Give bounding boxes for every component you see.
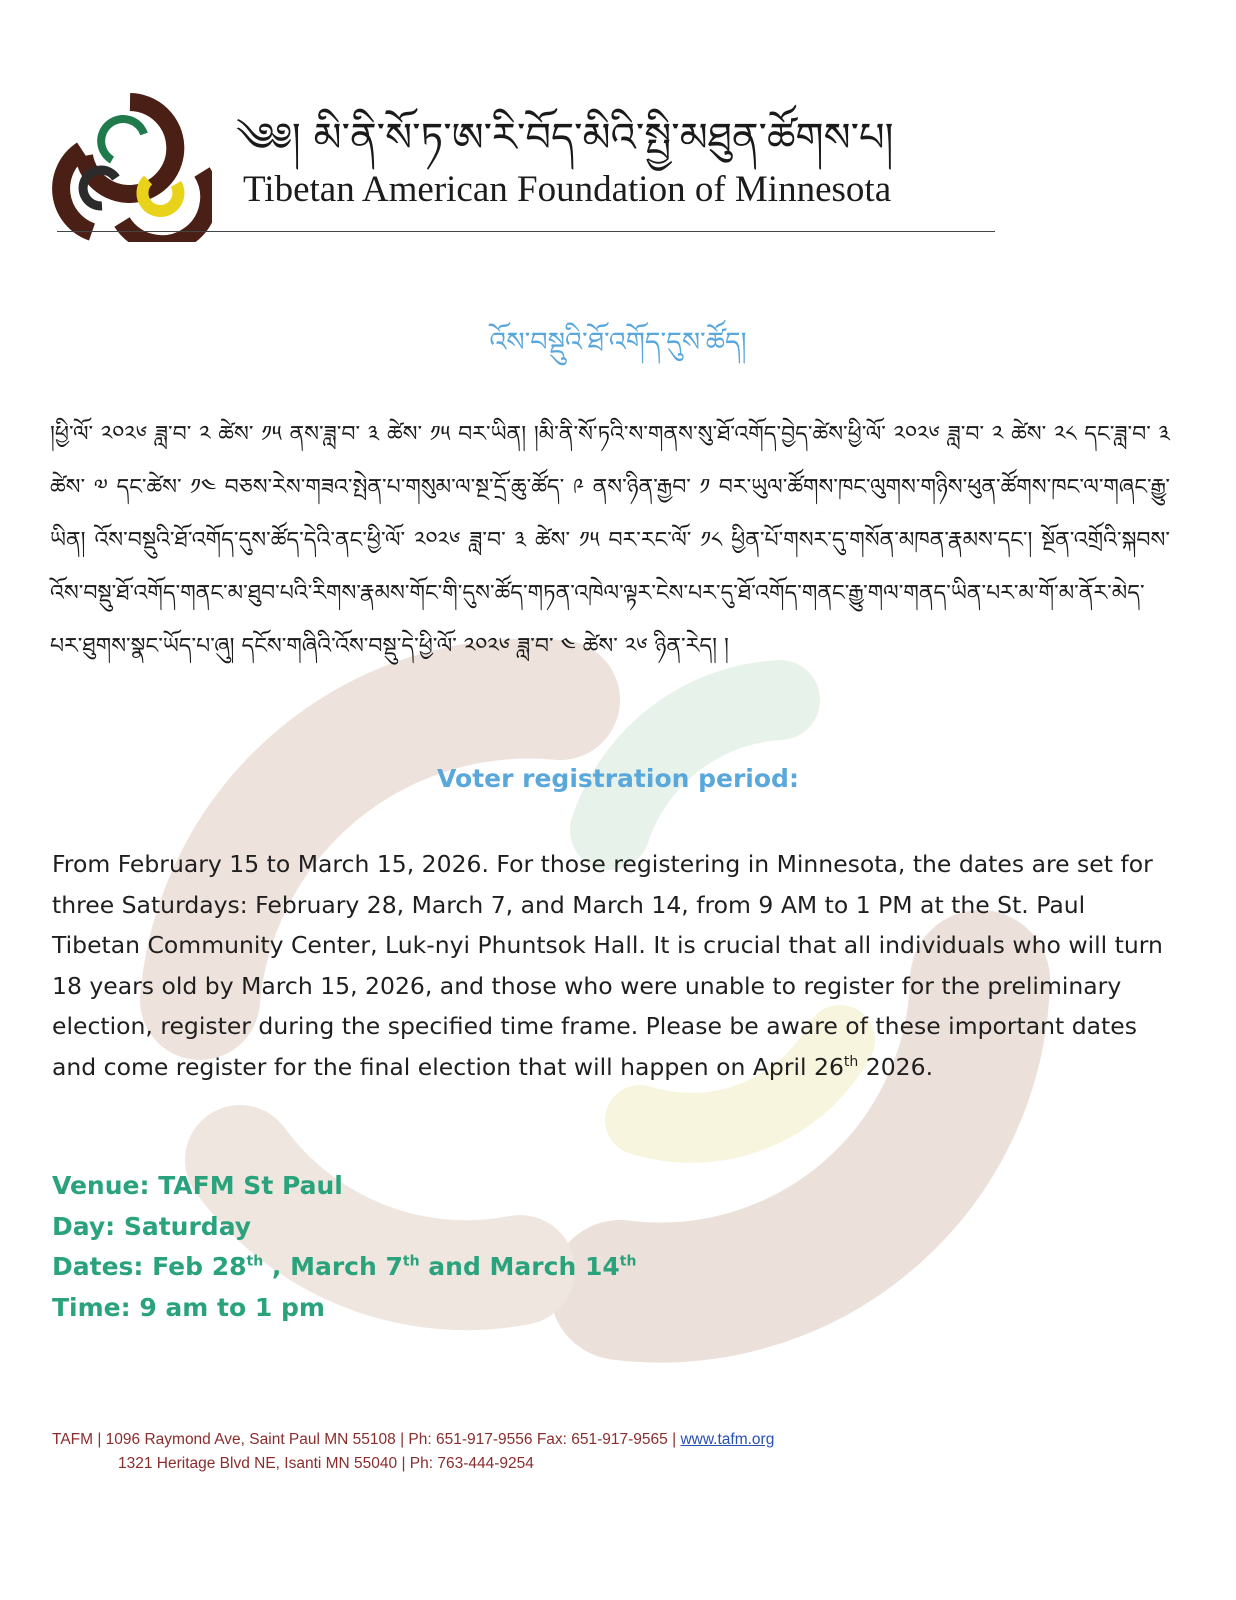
- event-details: [52, 1166, 636, 1328]
- dates-mid: and March 14: [419, 1252, 620, 1281]
- date-ordinal: th: [619, 1253, 637, 1270]
- voter-registration-heading: Voter registration period:: [437, 764, 799, 793]
- footer-address-1: TAFM | 1096 Raymond Ave, Saint Paul MN 55108 | Ph: 651-917-9556 Fax: 651-917-9565 |: [52, 1431, 681, 1448]
- date-ordinal: th: [246, 1253, 264, 1270]
- tibetan-heading: འོས་བསྡུའི་ཐོ་འགོད་དུས་ཚོད།: [489, 327, 747, 358]
- dates-prefix: Dates: Feb 28: [52, 1252, 247, 1281]
- english-paragraph-main: From February 15 to March 15, 2026. For those registering in Minnesota, the dates are set for three Saturdays: February 28, March 7, and March 14, from 9 AM to 1 PM at the St. Paul Tibetan Community Center, Luk-nyi Phuntsok Hall. It is crucial that all individuals who will turn 18 years old by March 15, 2026, and those who were unable to register for the preliminary election, register during the specified time frame. Please be aware of these important dates and come register for the final election that will happen on April 26: [52, 850, 1163, 1081]
- interlocking-rings-logo-icon: [52, 82, 212, 242]
- footer: [52, 1428, 774, 1476]
- english-paragraph-end: 2026.: [858, 1052, 934, 1081]
- date-ordinal: th: [402, 1253, 420, 1270]
- website-link[interactable]: www.tafm.org: [680, 1431, 775, 1448]
- tibetan-org-title: ༄༅། མི་ནི་སོ་ཏ་ཨ་རི་བོད་མིའི་སྤྱི་མཐུན་ཚོགས་པ།: [236, 115, 894, 161]
- dates-line: [52, 1247, 636, 1288]
- day-line: Day: Saturday: [52, 1211, 252, 1241]
- tibetan-paragraph: །ཕྱི་ལོ་ ༢༠༢༦ ཟླ་བ་ ༢ ཚེས་ ༡༥ ནས་ཟླ་བ་ ༣ ཚེས་ ༡༥ བར་ཡིན། །མི་ནི་སོ་ཏའི་ས་གནས་སུ་ཐོ་འགོད་བྱེད་ཚེས་ཕྱི་ལོ་ ༢༠༢༦ ཟླ་བ་ ༢ ཚེས་ ༢༨ དང་ཟླ་བ་ ༣ ཚེས་ ༧ དང་ཚེས་ ༡༤ བཅས་རེས་གཟའ་སྤེན་པ་གསུམ་ལ་སྔ་དྲོ་ཆུ་ཚོད་ ༩ ནས་ཉིན་རྒྱབ་ ༡ བར་ཡུལ་ཚོགས་ཁང་ལུགས་གཉིས་ཕུན་ཚོགས་ཁང་ལ་གཞང་རྒྱུ་ཡིན། འོས་བསྡུའི་ཐོ་འགོད་དུས་ཚོད་དེའི་ནང་ཕྱི་ལོ་ ༢༠༢༦ ཟླ་བ་ ༣ ཚེས་ ༡༥ བར་རང་ལོ་ ༡༨ ཕྱིན་པོ་གསར་དུ་གསོན་མཁན་རྣམས་དང་། སྔོན་འགྲོའི་སྐབས་འོས་བསྡུ་ཐོ་འགོད་གནང་མ་ཐུབ་པའི་རིགས་རྣམས་གོང་གི་དུས་ཚོད་གཏན་འཁེལ་ལྟར་ངེས་པར་དུ་ཐོ་འགོད་གནང་རྒྱུ་གལ་གནད་ཡིན་པར་མ་གོ་མ་ནོར་མེད་པར་ཐུགས་སྣང་ཡོད་པ་ཞུ། དངོས་གཞིའི་འོས་བསྡུ་དེ་ཕྱི་ལོ་ ༢༠༢༦ ཟླ་བ་ ༤ ཚེས་ ༢༦ ཉིན་རེད། །: [50, 422, 1170, 659]
- footer-line-1: [52, 1428, 774, 1452]
- footer-address-2: 1321 Heritage Blvd NE, Isanti MN 55040 | Ph: 763-444-9254: [118, 1455, 534, 1472]
- english-paragraph: [52, 844, 1172, 1087]
- time-line: Time: 9 am to 1 pm: [52, 1292, 325, 1322]
- venue-line: Venue: TAFM St Paul: [52, 1171, 343, 1200]
- org-name: Tibetan American Foundation of Minnesota: [243, 169, 892, 210]
- header-divider: [57, 231, 995, 232]
- date-ordinal: th: [843, 1053, 859, 1070]
- dates-mid: , March 7: [263, 1252, 403, 1281]
